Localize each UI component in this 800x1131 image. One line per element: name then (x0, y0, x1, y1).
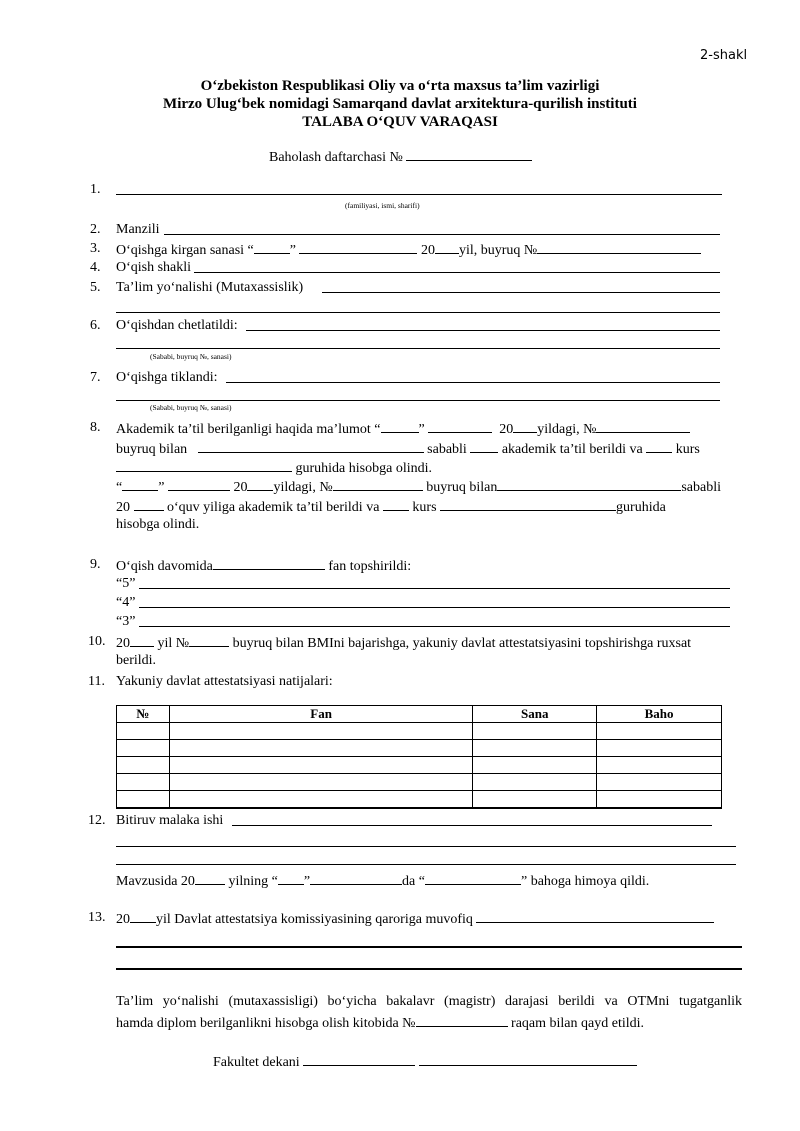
table-row (117, 723, 722, 740)
reinstated-label: O‘qishga tiklandi: (116, 370, 218, 385)
leave-day-field[interactable] (381, 420, 419, 433)
expelled-label: O‘qishdan chetlatildi: (116, 318, 238, 333)
leave-course-field[interactable] (646, 440, 672, 453)
thesis-field-3[interactable] (116, 864, 736, 865)
commission-field-2[interactable] (116, 946, 742, 948)
grade-3-label: “3” (116, 614, 136, 629)
full-name-hint: (familiyasi, ismi, sharifi) (345, 201, 420, 210)
leave2-group-field[interactable] (440, 498, 616, 511)
item-11-number: 11. (88, 674, 105, 689)
gradebook-number-field[interactable] (406, 148, 532, 161)
leave-line-4: “ ” 20 yildagi, № buyruq bilan sababli (116, 480, 721, 495)
dean-label: Fakultet dekani (213, 1055, 300, 1070)
commission-field-3[interactable] (116, 968, 742, 970)
leave2-reason-field[interactable] (497, 478, 681, 491)
quote-close: ” (289, 243, 296, 258)
enrollment-day-field[interactable] (254, 241, 290, 254)
results-table (116, 705, 722, 809)
gradebook-line (269, 148, 532, 166)
col-subject-header: Fan (169, 706, 472, 723)
thesis-label: Bitiruv malaka ishi (116, 813, 224, 828)
table-cell[interactable] (473, 723, 597, 740)
defense-grade-field[interactable] (425, 872, 521, 885)
leave2-order-field[interactable] (333, 478, 423, 491)
leave-line-1: Akademik ta’til berilganligi haqida ma’lumot “ ” 20 yildagi, № (116, 420, 690, 438)
leave-line-3: guruhida hisobga olindi. (116, 459, 432, 477)
table-row (117, 774, 722, 791)
table-row (117, 757, 722, 774)
grade-4-field[interactable] (139, 607, 730, 608)
degree-awarded-text: Ta’lim yo‘nalishi (mutaxassisligi) bo‘yicha bakalavr (magistr) darajasi berildi va OTMni tugatganlik (116, 994, 742, 1009)
table-cell[interactable] (597, 791, 722, 809)
grade-3-field[interactable] (139, 626, 730, 627)
gradebook-label: Baholash daftarchasi № (269, 150, 403, 165)
item-13-number: 13. (88, 910, 106, 925)
permission-year-field[interactable] (130, 634, 154, 647)
item-3-number: 3. (90, 241, 101, 256)
table-cell[interactable] (473, 774, 597, 791)
subjects-passed-line: O‘qish davomida fan topshirildi: (116, 559, 412, 574)
table-cell[interactable] (597, 740, 722, 757)
item-10-number: 10. (88, 634, 106, 649)
dean-signature-field[interactable] (303, 1053, 415, 1066)
item-6-number: 6. (90, 318, 101, 333)
study-form-label: O‘qish shakli (116, 260, 192, 275)
commission-line: 20 yil Davlat attestatsiya komissiyasining qaroriga muvofiq (116, 910, 714, 928)
defense-day-field[interactable] (278, 872, 304, 885)
item-12-number: 12. (88, 813, 106, 828)
col-number-header: № (117, 706, 170, 723)
col-grade-header: Baho (597, 706, 722, 723)
table-cell[interactable] (597, 774, 722, 791)
ministry-title: O‘zbekiston Respublikasi Oliy va o‘rta maxsus ta’lim vazirligi (200, 78, 600, 94)
expelled-hint: (Sababi, buyruq №, sanasi) (150, 352, 232, 361)
table-cell[interactable] (473, 791, 597, 809)
table-cell[interactable] (117, 791, 170, 809)
specialty-label: Ta’lim yo‘nalishi (Mutaxassislik) (116, 280, 304, 295)
table-cell[interactable] (169, 723, 472, 740)
dean-line (213, 1053, 637, 1071)
leave-line-2: buyruq bilan sababli akademik ta’til berildi va kurs (116, 442, 700, 457)
leave-line-6: hisobga olindi. (116, 517, 200, 532)
address-field[interactable] (164, 234, 720, 235)
defense-month-field[interactable] (310, 872, 402, 885)
enrollment-year-field[interactable] (435, 241, 459, 254)
item-8-number: 8. (90, 420, 101, 435)
thesis-field[interactable] (232, 825, 712, 826)
full-name-field[interactable] (116, 194, 722, 195)
leave2-year-field[interactable] (247, 478, 273, 491)
thesis-field-2[interactable] (116, 846, 736, 847)
table-cell[interactable] (169, 774, 472, 791)
reinstated-field[interactable] (226, 382, 720, 383)
table-cell[interactable] (473, 740, 597, 757)
expelled-field[interactable] (246, 330, 720, 331)
expelled-field-2[interactable] (116, 348, 720, 349)
leave-month-field[interactable] (428, 420, 492, 433)
registration-line: hamda diplom berilganlikni hisobga olish kitobida № raqam bilan qayd etildi. (116, 1016, 645, 1031)
leave-reason-field[interactable] (198, 440, 424, 453)
year-prefix: 20 (420, 243, 435, 258)
enrollment-date-label: O‘qishga kirgan sanasi “ (116, 243, 254, 258)
grade-5-field[interactable] (139, 588, 730, 589)
leave2-month-field[interactable] (168, 478, 230, 491)
table-cell[interactable] (117, 723, 170, 740)
table-cell[interactable] (117, 740, 170, 757)
permission-line-1: 20 yil № buyruq bilan BMIni bajarishga, yakuniy davlat attestatsiyasini topshirishga ruxsat (116, 636, 692, 651)
enrollment-month-field[interactable] (299, 241, 417, 254)
study-form-field[interactable] (194, 272, 720, 273)
document-title: TALABA O‘QUV VARAQASI (302, 114, 498, 130)
item-7-number: 7. (90, 370, 101, 385)
grade-4-label: “4” (116, 595, 136, 610)
leave-order-field[interactable] (596, 420, 690, 433)
table-row (117, 740, 722, 757)
table-cell[interactable] (169, 740, 472, 757)
table-cell[interactable] (117, 774, 170, 791)
table-cell[interactable] (597, 757, 722, 774)
commission-decision-field[interactable] (476, 910, 714, 923)
item-2-number: 2. (90, 222, 101, 237)
registration-number-field[interactable] (416, 1014, 508, 1027)
specialty-field[interactable] (322, 292, 720, 293)
leave2-academic-year-field[interactable] (134, 498, 164, 511)
leave-line-5: 20 o‘quv yiliga akademik ta’til berildi va kurs guruhida (116, 500, 666, 515)
defense-year-field[interactable] (195, 872, 225, 885)
col-date-header: Sana (473, 706, 597, 723)
leave2-course-field[interactable] (383, 498, 409, 511)
form-code: 2-shakl (700, 48, 748, 63)
table-cell[interactable] (473, 757, 597, 774)
grade-5-label: “5” (116, 576, 136, 591)
dean-name-field[interactable] (419, 1053, 637, 1066)
item-5-number: 5. (90, 280, 101, 295)
institute-title: Mirzo Ulug‘bek nomidagi Samarqand davlat arxitektura-qurilish instituti (163, 96, 637, 112)
leave-year-field[interactable] (513, 420, 537, 433)
commission-year-field[interactable] (130, 910, 156, 923)
subjects-count-field[interactable] (213, 557, 325, 570)
address-label: Manzili (116, 222, 160, 237)
permission-order-field[interactable] (189, 634, 229, 647)
permission-line-2: berildi. (116, 653, 157, 668)
item-1-number: 1. (90, 182, 101, 197)
item-9-number: 9. (90, 557, 101, 572)
table-cell[interactable] (169, 757, 472, 774)
item-4-number: 4. (90, 260, 101, 275)
order-label: yil, buyruq № (458, 243, 538, 258)
leave-group-field[interactable] (116, 459, 292, 472)
table-cell[interactable] (169, 791, 472, 809)
specialty-field-2[interactable] (116, 312, 720, 313)
leave2-day-field[interactable] (122, 478, 158, 491)
table-cell[interactable] (597, 723, 722, 740)
reinstated-hint: (Sababi, buyruq №, sanasi) (150, 403, 232, 412)
table-row (117, 791, 722, 809)
reinstated-field-2[interactable] (116, 400, 720, 401)
table-header-row (117, 706, 722, 723)
results-label: Yakuniy davlat attestatsiyasi natijalari: (116, 674, 333, 689)
table-cell[interactable] (117, 757, 170, 774)
enrollment-order-field[interactable] (537, 241, 701, 254)
leave-reason-2-field[interactable] (470, 440, 498, 453)
defense-line: Mavzusida 20 yilning “ ” da “ ” bahoga himoya qildi. (116, 874, 650, 889)
enrollment-date-line (116, 241, 701, 259)
